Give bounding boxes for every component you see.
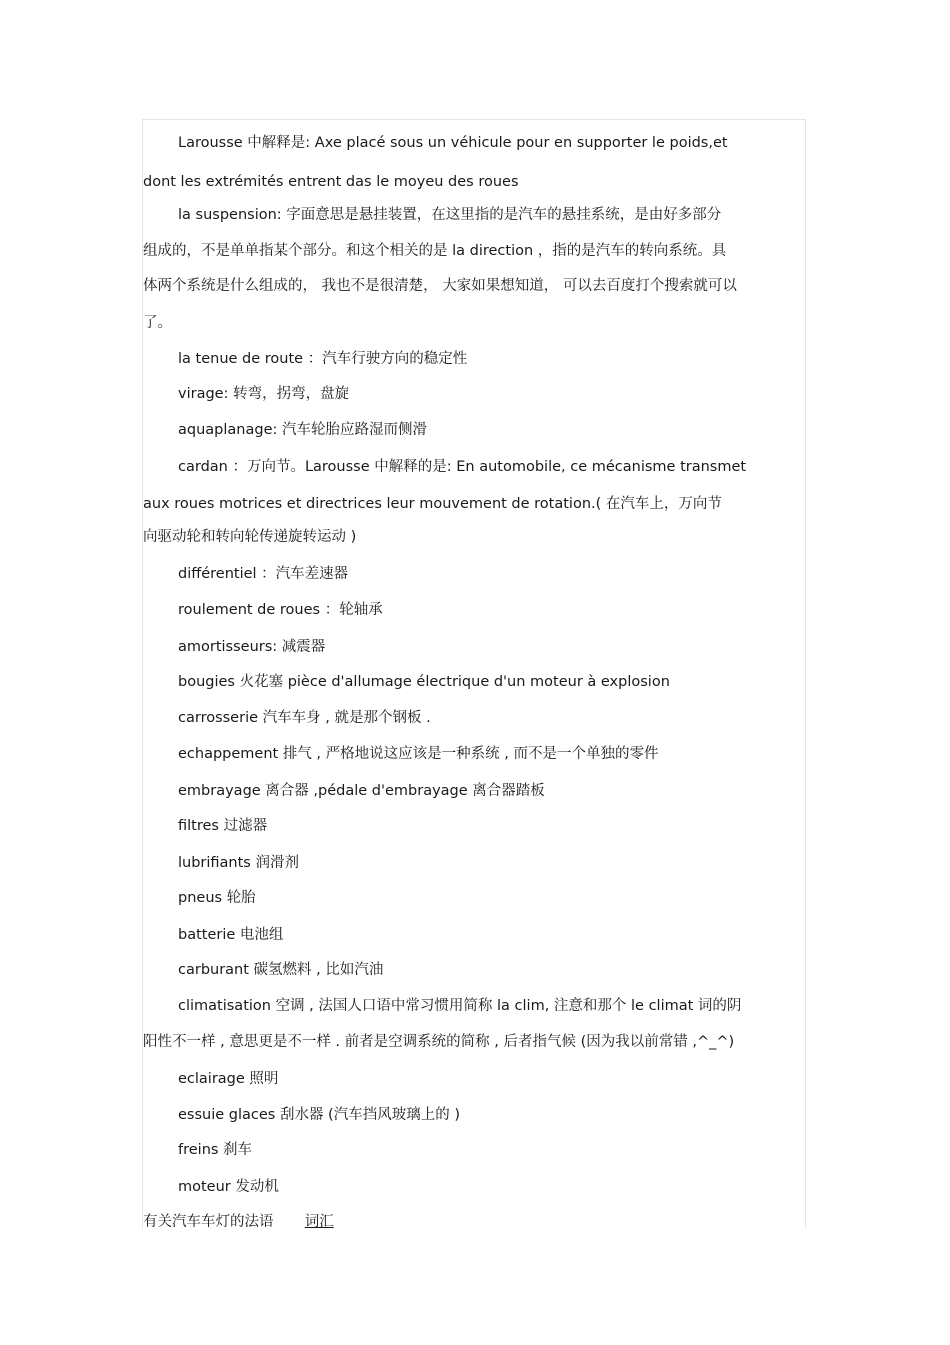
text-line: 了。 bbox=[143, 315, 172, 331]
text-line: batterie 电池组 bbox=[178, 927, 284, 943]
footer-text: 有关汽车车灯的法语 bbox=[143, 1214, 274, 1230]
text-line: filtres 过滤器 bbox=[178, 818, 268, 834]
vocabulary-link[interactable]: 词汇 bbox=[304, 1214, 334, 1230]
text-line: aux roues motrices et directrices leur mouvement de rotation.( 在汽车上，万向节 bbox=[143, 496, 722, 512]
text-line: freins 刹车 bbox=[178, 1142, 253, 1158]
text-line: carburant 碳氢燃料 , 比如汽油 bbox=[178, 962, 384, 978]
text-line: 体两个系统是什么组成的， 我也不是很清楚， 大家如果想知道， 可以去百度打个搜索就可以 bbox=[143, 278, 737, 294]
text-line: essuie glaces 刮水器 (汽车挡风玻璃上的 ) bbox=[178, 1107, 460, 1123]
text-line: amortisseurs: 减震器 bbox=[178, 639, 326, 655]
text-line: 组成的，不是单单指某个部分。和这个相关的是 la direction ，指的是汽车的转向系统。具 bbox=[143, 243, 727, 259]
text-line: lubrifiants 润滑剂 bbox=[178, 855, 299, 871]
text-line: Larousse 中解释是: Axe placé sous un véhicule pour en supporter le poids,et bbox=[178, 135, 728, 151]
text-line: moteur 发动机 bbox=[178, 1179, 279, 1195]
text-line: carrosserie 汽车车身 , 就是那个钢板 . bbox=[178, 710, 431, 726]
text-line: différentiel ：汽车差速器 bbox=[178, 566, 349, 582]
text-line: pneus 轮胎 bbox=[178, 890, 256, 906]
text-line: dont les extrémités entrent das le moyeu des roues bbox=[143, 174, 519, 190]
text-line: cardan ：万向节。Larousse 中解释的是: En automobile, ce mécanisme transmet bbox=[178, 459, 747, 475]
footer-line bbox=[143, 1213, 334, 1231]
text-line: roulement de roues ：轮轴承 bbox=[178, 602, 383, 618]
text-line: bougies 火花塞 pièce d'allumage électrique d'un moteur à explosion bbox=[178, 674, 670, 690]
text-line: eclairage 照明 bbox=[178, 1071, 279, 1087]
text-line: climatisation 空调 , 法国人口语中常习惯用简称 la clim, 注意和那个 le climat 词的阴 bbox=[178, 998, 742, 1014]
text-line: virage: 转弯，拐弯，盘旋 bbox=[178, 386, 350, 402]
text-line: embrayage 离合器 ,pédale d'embrayage 离合器踏板 bbox=[178, 783, 545, 799]
text-line: 向驱动轮和转向轮传递旋转运动 ) bbox=[143, 529, 357, 545]
text-line: aquaplanage: 汽车轮胎应路湿而侧滑 bbox=[178, 422, 427, 438]
text-line: 阳性不一样 , 意思更是不一样 . 前者是空调系统的简称 , 后者指气候 (因为我以前常错 ,^_^) bbox=[143, 1034, 735, 1050]
text-line: echappement 排气 , 严格地说这应该是一种系统 , 而不是一个单独的零件 bbox=[178, 746, 659, 762]
text-line: la suspension: 字面意思是悬挂装置，在这里指的是汽车的悬挂系统，是由好多部分 bbox=[178, 207, 722, 223]
document-page bbox=[142, 119, 806, 1229]
text-line: la tenue de route ：汽车行驶方向的稳定性 bbox=[178, 351, 468, 367]
